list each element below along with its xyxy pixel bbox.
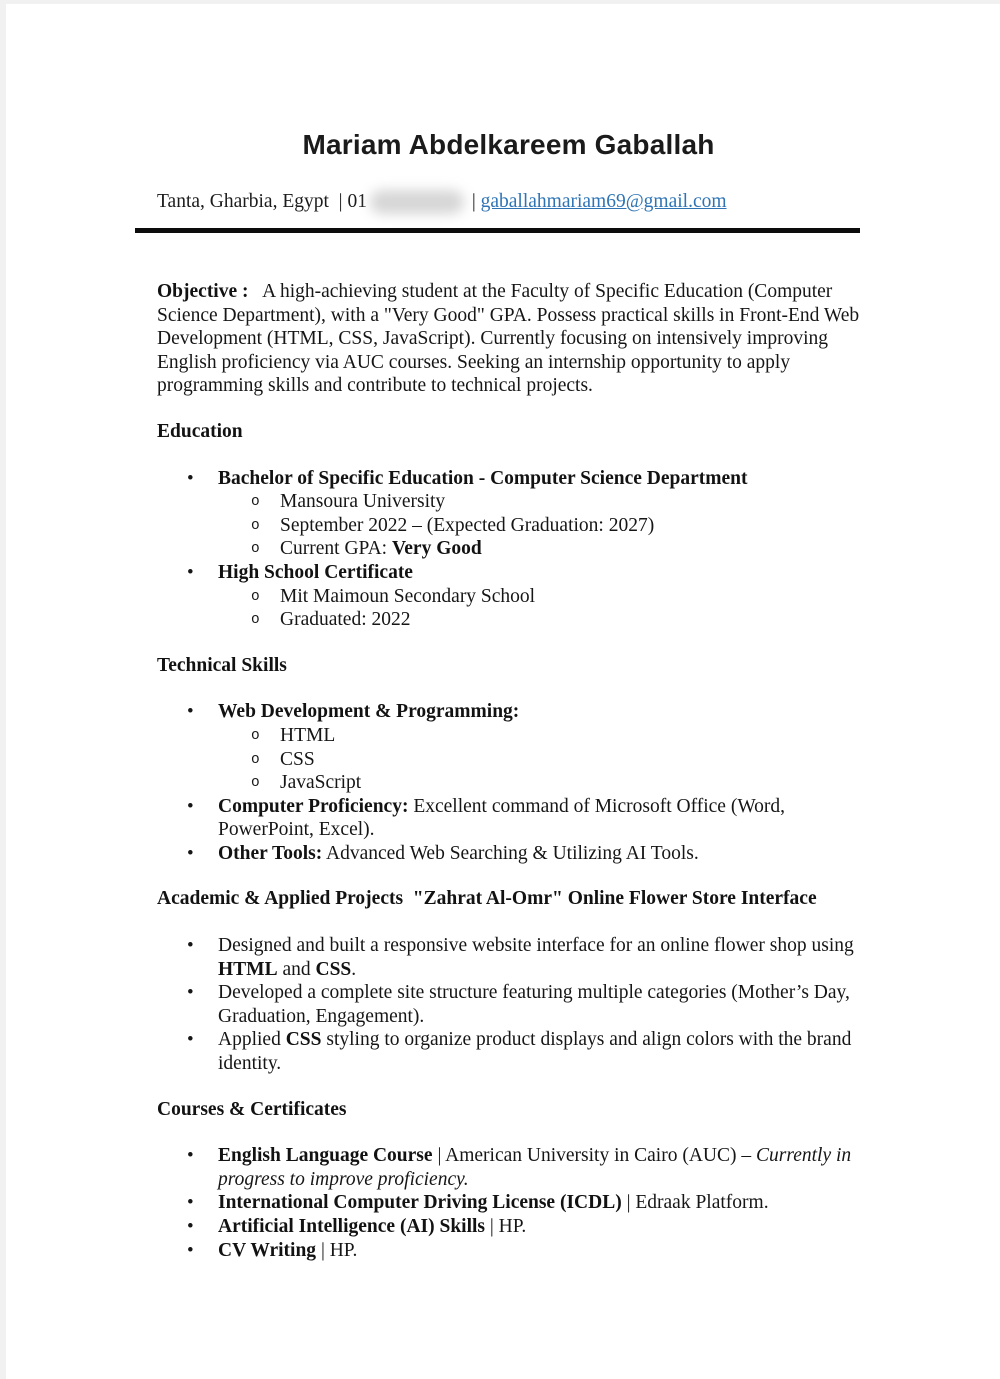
list-item — [157, 1144, 860, 1191]
list-item — [157, 842, 860, 866]
list-item — [157, 748, 860, 772]
contact-phone-prefix: 01 — [347, 191, 367, 212]
section-education — [157, 420, 860, 632]
list-item-text: Developed a complete site structure featuring multiple categories (Mother’s Day, Graduation, Engagement). — [218, 982, 850, 1027]
list-item-text: CV Writing | HP. — [218, 1239, 358, 1261]
list-item — [157, 1028, 860, 1075]
contact-location: Tanta, Gharbia, Egypt — [157, 191, 329, 212]
bullet-icon: • — [187, 935, 194, 957]
list-item-text: Mit Maimoun Secondary School — [280, 585, 536, 607]
page-title: Mariam Abdelkareem Gaballah — [302, 129, 715, 160]
list-item — [157, 467, 860, 491]
section-list — [157, 700, 860, 865]
list-item-text: CSS — [280, 748, 315, 770]
list-item-text: JavaScript — [280, 772, 362, 794]
list-item — [157, 724, 860, 748]
section-courses-certificates — [157, 1098, 860, 1263]
circle-bullet-icon: o — [251, 751, 260, 768]
list-item-text: September 2022 – (Expected Graduation: 2027) — [280, 514, 655, 536]
bullet-icon: • — [187, 1029, 194, 1051]
bullet-icon: • — [187, 982, 194, 1004]
resume-page — [6, 4, 1000, 1379]
email-link[interactable]: gaballahmariam69@gmail.com — [480, 191, 727, 212]
list-item-text: English Language Course | American University in Cairo (AUC) – Currently in progress to improve proficiency. — [218, 1145, 852, 1190]
list-item — [157, 795, 860, 842]
circle-bullet-icon: o — [251, 588, 260, 605]
bullet-icon: • — [187, 1216, 194, 1237]
list-item-text: Computer Proficiency: Excellent command of Microsoft Office (Word, PowerPoint, Excel). — [218, 795, 786, 841]
list-item — [157, 490, 860, 514]
bullet-icon: • — [187, 701, 194, 723]
contact-separator: | — [466, 191, 481, 212]
circle-bullet-icon: o — [251, 541, 260, 558]
list-item — [157, 514, 860, 538]
list-item-text: Graduated: 2022 — [280, 609, 411, 631]
list-item — [157, 537, 860, 561]
list-item — [157, 585, 860, 609]
section-heading: Technical Skills — [157, 654, 287, 676]
list-item — [157, 1239, 860, 1263]
redacted-phone-blur — [370, 190, 464, 214]
bullet-icon: • — [187, 561, 194, 583]
bullet-icon: • — [187, 1145, 194, 1167]
bullet-icon: • — [187, 1239, 194, 1261]
contact-separator: | — [328, 191, 348, 212]
list-item-text: Applied CSS styling to organize product displays and align colors with the brand identity. — [218, 1029, 852, 1075]
list-item — [157, 1191, 860, 1215]
section-list — [157, 467, 860, 632]
objective-paragraph — [157, 280, 865, 398]
list-item — [157, 1215, 860, 1239]
header-divider — [135, 228, 860, 233]
circle-bullet-icon: o — [251, 775, 260, 792]
list-item-text: High School Certificate — [218, 561, 413, 583]
bullet-icon: • — [187, 467, 194, 489]
section-list — [157, 1144, 860, 1262]
section-heading: Academic & Applied Projects "Zahrat Al-Omr" Online Flower Store Interface — [157, 888, 817, 910]
list-item-text: Web Development & Programming: — [218, 701, 520, 723]
circle-bullet-icon: o — [251, 612, 260, 629]
list-item — [157, 561, 860, 585]
list-item-text: Designed and built a responsive website interface for an online flower shop using HTML and CSS. — [218, 935, 854, 980]
list-item — [157, 700, 860, 724]
list-item — [157, 771, 860, 795]
bullet-icon: • — [187, 795, 194, 817]
objective-label: Objective : — [157, 281, 249, 302]
section-heading: Education — [157, 420, 243, 442]
list-item-text: HTML — [280, 724, 336, 746]
section-heading: Courses & Certificates — [157, 1098, 347, 1120]
bullet-icon: • — [187, 1192, 194, 1214]
resume-content — [6, 129, 1000, 1262]
list-item-text: International Computer Driving License (ICDL) | Edraak Platform. — [218, 1192, 769, 1214]
objective-text: A high-achieving student at the Faculty of Specific Education (Computer Science Department), with a "Very Good" GPA. Possess practical skills in Front-End Web Development (HTML, CSS, JavaScript). Currently focusing on intensively improving English proficiency via AUC courses. Seeking an internship opportunity to apply programming skills and contribute to technical projects. — [157, 281, 865, 397]
list-item-text: Mansoura University — [280, 491, 446, 513]
list-item — [157, 934, 860, 981]
circle-bullet-icon: o — [251, 494, 260, 511]
circle-bullet-icon: o — [251, 727, 260, 744]
list-item — [157, 981, 860, 1028]
section-technical-skills — [157, 654, 860, 866]
list-item — [157, 608, 860, 632]
list-item-text: Current GPA: Very Good — [280, 538, 482, 560]
list-item-text: Other Tools: Advanced Web Searching & Utilizing AI Tools. — [218, 842, 699, 864]
contact-line — [157, 190, 860, 214]
section-projects — [157, 887, 860, 1075]
list-item-text: Bachelor of Specific Education - Computer Science Department — [218, 467, 748, 489]
bullet-icon: • — [187, 842, 194, 864]
circle-bullet-icon: o — [251, 517, 260, 534]
section-list — [157, 934, 860, 1076]
list-item-text: Artificial Intelligence (AI) Skills | HP. — [218, 1216, 527, 1237]
